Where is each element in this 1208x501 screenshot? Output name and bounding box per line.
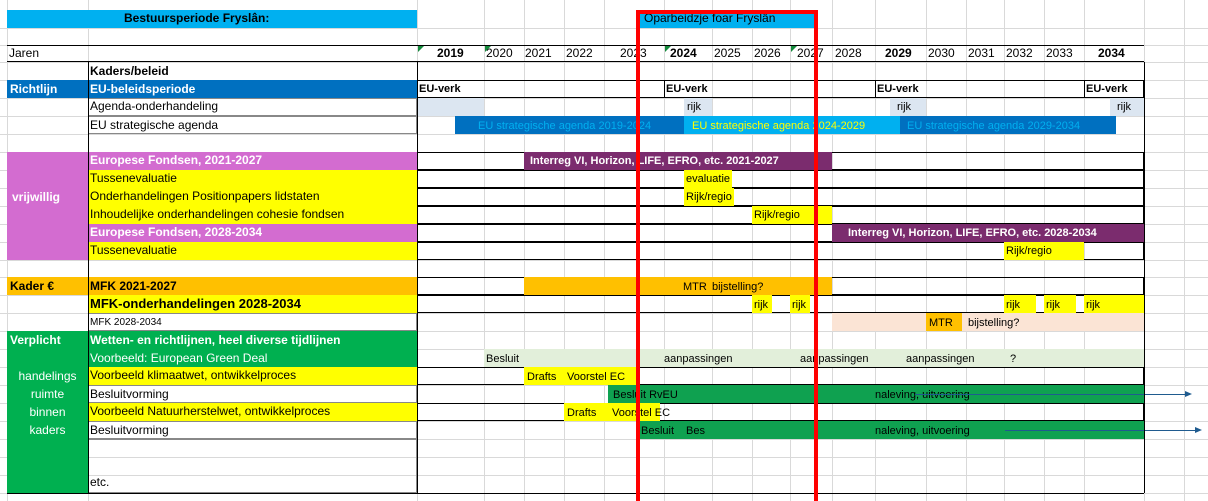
bar-rijk-mfk-3: rijk [1006, 299, 1021, 311]
bar-eu-verk-2029: EU-verk [877, 83, 919, 95]
year-2030: 2030 [928, 46, 955, 60]
bar-naleving-1: naleving, uitvoering [875, 389, 970, 401]
section-handelings-3: binnen [29, 405, 66, 419]
row-onderhandelingen-position: Onderhandelingen Positionpapers lidstaten [90, 189, 320, 203]
grid-row-line [0, 260, 1208, 261]
year-2020: 2020 [486, 46, 513, 60]
bar-agenda-2024: EU strategische agenda 2024-2029 [692, 120, 866, 132]
section-verplicht: Verplicht [10, 333, 61, 347]
bar-besluit-1: Besluit [486, 353, 520, 365]
bar-bijstelling-2: bijstelling? [968, 317, 1020, 329]
bar-evaluatie: evaluatie [686, 173, 731, 185]
row-green-deal: Voorbeeld: European Green Deal [90, 351, 268, 365]
year-2021: 2021 [525, 46, 552, 60]
year-2023: 2023 [620, 46, 647, 60]
bar-eu-verk-2024: EU-verk [666, 83, 708, 95]
bar-rijk-mfk-1: rijk [754, 299, 769, 311]
bar-aanpassingen-1: aanpassingen [664, 353, 733, 365]
year-2024: 2024 [670, 46, 697, 60]
section-vrijwillig: vrijwillig [12, 190, 61, 204]
year-2031: 2031 [968, 46, 995, 60]
agenda-bar [417, 98, 484, 116]
bar-interreg-2028: Interreg VI, Horizon, LIFE, EFRO, etc. 2028-2034 [848, 227, 1097, 239]
section-kader-eur: Kader € [10, 279, 55, 293]
bar-interreg-2021: Interreg VI, Horizon, LIFE, EFRO, etc. 2021-2027 [530, 155, 779, 167]
bar-mtr-1: MTR [683, 281, 707, 293]
row-fondsen-2021: Europese Fondsen, 2021-2027 [90, 153, 263, 167]
row-mfk-2028: MFK 2028-2034 [90, 317, 162, 328]
year-2032: 2032 [1006, 46, 1033, 60]
bar-besluit-rveu: Besluit RvEU [613, 389, 678, 401]
year-2033: 2033 [1046, 46, 1073, 60]
bar-eu-verk-2019: EU-verk [419, 83, 461, 95]
bar-rijk-regio-1: Rijk/regio [686, 191, 732, 203]
fryslan-period-label: Oparbeidzje foar Fryslân [644, 11, 776, 25]
frame-line [88, 62, 89, 493]
section-handelings-1: handelings [18, 369, 77, 383]
row-natuurherstelwet: Voorbeeld Natuurherstelwet, ontwikkelproces [90, 404, 331, 418]
year-2022: 2022 [566, 46, 593, 60]
bar-rijk-regio-3: Rijk/regio [1006, 245, 1052, 257]
bar-naleving-2: naleving, uitvoering [875, 425, 970, 437]
row-mfk-2021: MFK 2021-2027 [90, 279, 177, 293]
bar-bijstelling-1: bijstelling? [712, 281, 764, 293]
row-eu-strategische-agenda: EU strategische agenda [90, 118, 219, 132]
page-title: Bestuursperiode Fryslân: [124, 11, 270, 25]
bar-question: ? [1010, 353, 1017, 365]
bar-drafts-1: Drafts [527, 371, 557, 383]
bar-aanpassingen-3: aanpassingen [906, 353, 975, 365]
bar-agenda-2029: EU strategische agenda 2029-2034 [907, 120, 1081, 132]
year-2027: 2027 [797, 46, 824, 60]
bar-besluit-2: Besluit [641, 425, 675, 437]
row-besluitvorming-1: Besluitvorming [90, 387, 169, 401]
frame-line [7, 493, 1144, 494]
row-eu-beleidsperiode: EU-beleidsperiode [90, 82, 196, 96]
grid-col-line [1184, 0, 1185, 501]
section-handelings-2: ruimte [30, 387, 65, 401]
comment-marker-icon [485, 46, 491, 52]
section-handelings-4: kaders [29, 423, 66, 437]
bar-rijk-mfk-2: rijk [792, 299, 807, 311]
bar-rijk-mfk-4: rijk [1046, 299, 1061, 311]
row-wetten: Wetten- en richtlijnen, heel diverse tijdlijnen [90, 333, 341, 347]
row-mfk-onderhandelingen: MFK-onderhandelingen 2028-2034 [90, 296, 301, 311]
section-richtlijn: Richtlijn [10, 82, 58, 96]
row-etc: etc. [90, 475, 110, 489]
row-fondsen-2028: Europese Fondsen, 2028-2034 [90, 225, 263, 239]
bar-rijk-regio-2: Rijk/regio [754, 209, 800, 221]
grid-row-line [0, 62, 1208, 63]
vrijwillig-section [7, 152, 88, 260]
grid-row-line [0, 28, 1208, 29]
etc-cell [88, 439, 417, 493]
frame-line [417, 62, 418, 493]
years-label: Jaren [9, 46, 40, 60]
comment-marker-icon [418, 46, 424, 52]
year-2025: 2025 [714, 46, 741, 60]
row-agenda-onderhandeling: Agenda-onderhandeling [90, 99, 219, 113]
row-inhoudelijke: Inhoudelijke onderhandelingen cohesie fondsen [90, 207, 345, 221]
year-2019: 2019 [437, 46, 464, 60]
bar-bes: Bes [686, 425, 705, 437]
fryslan-period-highlight [636, 10, 818, 501]
row-tussenevaluatie-2: Tussenevaluatie [90, 243, 177, 257]
year-2026: 2026 [754, 46, 781, 60]
bar-eu-verk-2034: EU-verk [1086, 83, 1128, 95]
year-2029: 2029 [885, 46, 912, 60]
section-kaders: Kaders/beleid [90, 64, 169, 78]
bar-rijk-mfk-5: rijk [1086, 299, 1101, 311]
bar-mtr-2: MTR [929, 317, 953, 329]
bar-voorstel-ec-2: Voorstel EC [612, 407, 671, 419]
row-tussenevaluatie-1: Tussenevaluatie [90, 171, 177, 185]
frame-line [1144, 62, 1145, 493]
bar-aanpassingen-2: aanpassingen [800, 353, 869, 365]
row-besluitvorming-2: Besluitvorming [90, 423, 169, 437]
bar-voorstel-ec-1: Voorstel EC [567, 371, 626, 383]
year-2028: 2028 [835, 46, 862, 60]
bar-agenda-2019: EU strategische agenda 2019-2024 [478, 120, 652, 132]
bar-drafts-2: Drafts [567, 407, 597, 419]
year-2034: 2034 [1098, 46, 1125, 60]
bar-rijk-agenda-2034: rijk [1117, 101, 1132, 113]
bar-rijk-agenda-2024: rijk [687, 101, 702, 113]
bar-rijk-agenda-2029: rijk [897, 101, 912, 113]
row-klimaatwet: Voorbeeld klimaatwet, ontwikkelproces [90, 368, 297, 382]
timeline-arrow-icon [1005, 430, 1195, 431]
